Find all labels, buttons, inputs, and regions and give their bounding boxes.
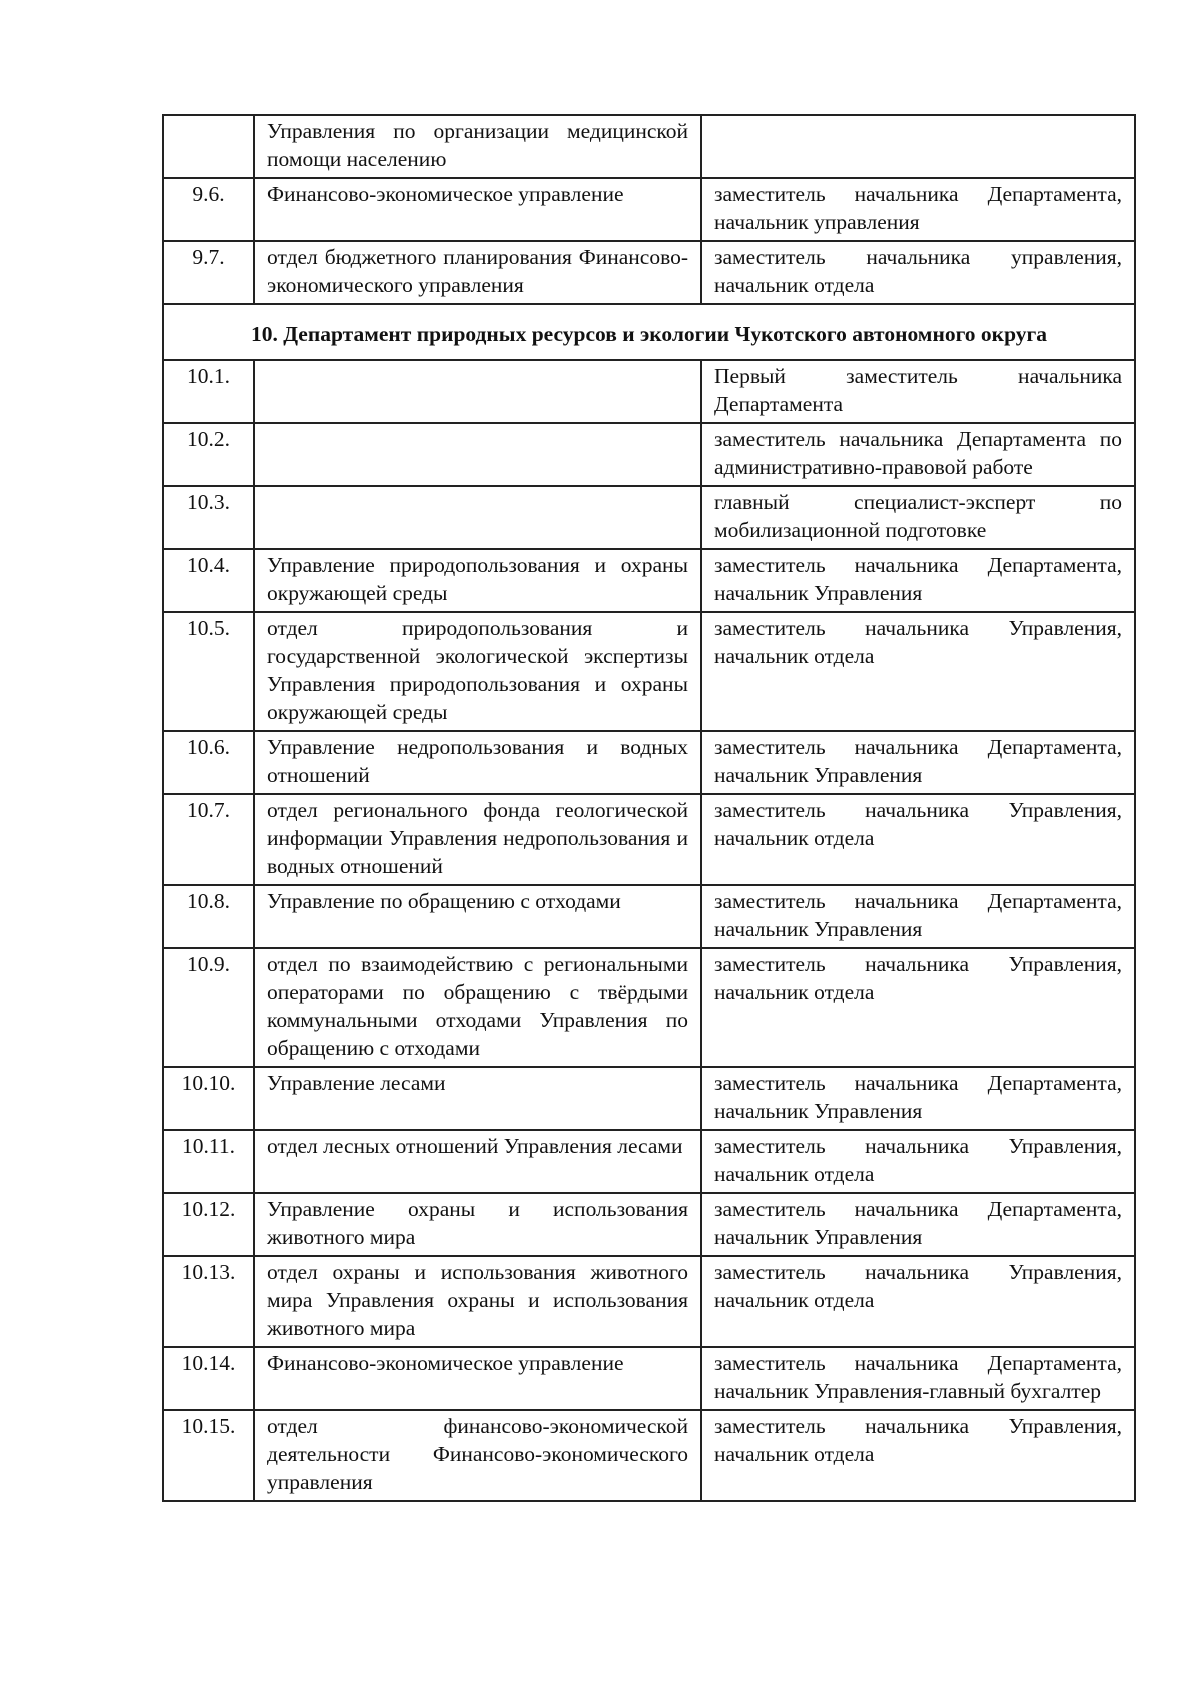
section-header-row [163,304,1135,360]
unit-name: отдел регионального фонда геологической информации Управления недропользования и водных отношений [254,794,701,885]
table-row [163,1193,1135,1256]
row-number: 10.6. [163,731,254,794]
position-title: заместитель начальника Департамента, начальник управления [701,178,1135,241]
position-title: заместитель начальника Департамента, начальник Управления [701,1193,1135,1256]
row-number: 10.11. [163,1130,254,1193]
unit-name: Управление по обращению с отходами [254,885,701,948]
position-title: главный специалист-эксперт по мобилизационной подготовке [701,486,1135,549]
unit-name: Финансово-экономическое управление [254,1347,701,1410]
row-number: 9.6. [163,178,254,241]
unit-name: Управление лесами [254,1067,701,1130]
table-row [163,731,1135,794]
table-row [163,549,1135,612]
row-number: 10.14. [163,1347,254,1410]
unit-name: отдел охраны и использования животного мира Управления охраны и использования животного мира [254,1256,701,1347]
table-row [163,115,1135,178]
position-title: заместитель начальника Департамента по административно-правовой работе [701,423,1135,486]
row-number: 10.12. [163,1193,254,1256]
position-title [701,115,1135,178]
position-title: заместитель начальника управления, начальник отдела [701,241,1135,304]
unit-name: Финансово-экономическое управление [254,178,701,241]
position-title: заместитель начальника Управления, начальник отдела [701,1410,1135,1501]
unit-name: Управления по организации медицинской помощи населению [254,115,701,178]
row-number: 10.15. [163,1410,254,1501]
unit-name: отдел финансово-экономической деятельности Финансово-экономического управления [254,1410,701,1501]
table-row [163,1410,1135,1501]
table-row [163,241,1135,304]
table-row [163,486,1135,549]
unit-name [254,423,701,486]
unit-name: отдел лесных отношений Управления лесами [254,1130,701,1193]
row-number: 10.4. [163,549,254,612]
section-title: 10. Департамент природных ресурсов и экологии Чукотского автономного округа [163,304,1135,360]
position-title: заместитель начальника Департамента, начальник Управления [701,549,1135,612]
unit-name: Управление природопользования и охраны окружающей среды [254,549,701,612]
row-number: 10.10. [163,1067,254,1130]
unit-name: Управление охраны и использования животного мира [254,1193,701,1256]
unit-name: отдел природопользования и государственной экологической экспертизы Управления природопользования и охраны окружающей среды [254,612,701,731]
unit-name [254,486,701,549]
table-row [163,1067,1135,1130]
table-row [163,1347,1135,1410]
table-row [163,360,1135,423]
row-number: 10.9. [163,948,254,1067]
row-number: 10.3. [163,486,254,549]
row-number: 10.13. [163,1256,254,1347]
position-title: заместитель начальника Управления, начальник отдела [701,794,1135,885]
table-row [163,885,1135,948]
position-title: заместитель начальника Департамента, начальник Управления-главный бухгалтер [701,1347,1135,1410]
table-row [163,1130,1135,1193]
positions-table [162,114,1136,1502]
table-row [163,948,1135,1067]
position-title: заместитель начальника Департамента, начальник Управления [701,1067,1135,1130]
table-row [163,178,1135,241]
table-row [163,612,1135,731]
row-number: 10.8. [163,885,254,948]
position-title: заместитель начальника Департамента, начальник Управления [701,731,1135,794]
unit-name: Управление недропользования и водных отношений [254,731,701,794]
position-title: заместитель начальника Управления, начальник отдела [701,1256,1135,1347]
table-row [163,794,1135,885]
row-number: 10.2. [163,423,254,486]
position-title: заместитель начальника Управления, начальник отдела [701,1130,1135,1193]
table-body [163,115,1135,1501]
unit-name: отдел по взаимодействию с региональными операторами по обращению с твёрдыми коммунальными отходами Управления по обращению с отходами [254,948,701,1067]
position-title: Первый заместитель начальника Департамента [701,360,1135,423]
row-number: 10.5. [163,612,254,731]
row-number: 10.1. [163,360,254,423]
table-row [163,423,1135,486]
position-title: заместитель начальника Управления, начальник отдела [701,948,1135,1067]
position-title: заместитель начальника Департамента, начальник Управления [701,885,1135,948]
table-row [163,1256,1135,1347]
unit-name: отдел бюджетного планирования Финансово-экономического управления [254,241,701,304]
row-number: 9.7. [163,241,254,304]
row-number [163,115,254,178]
position-title: заместитель начальника Управления, начальник отдела [701,612,1135,731]
unit-name [254,360,701,423]
row-number: 10.7. [163,794,254,885]
